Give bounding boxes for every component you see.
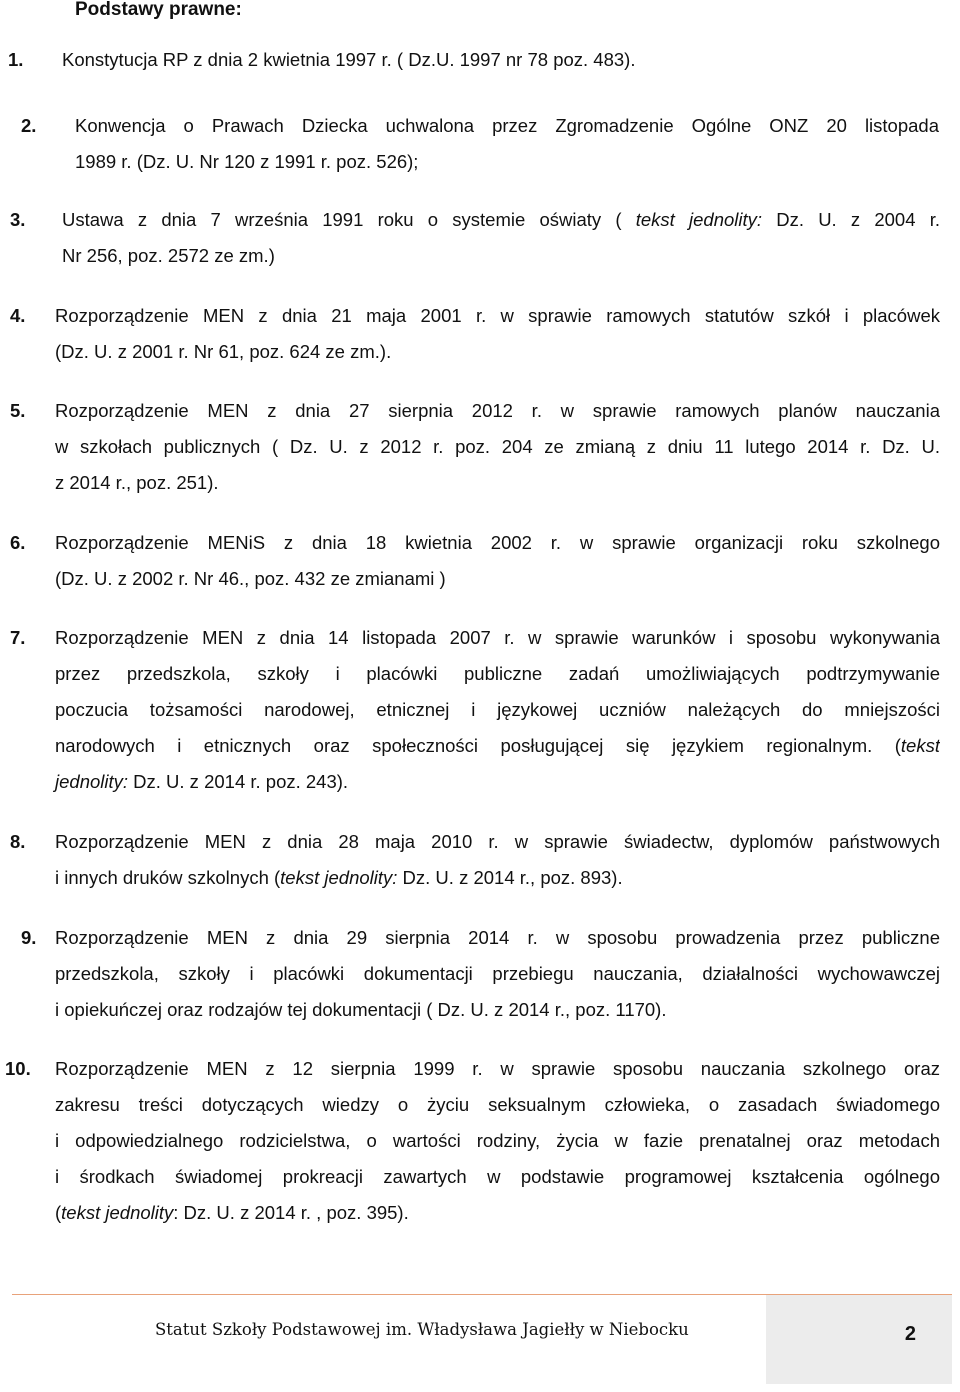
item-line: jednolity: Dz. U. z 2014 r. poz. 243). (55, 771, 349, 792)
item-text (55, 298, 940, 370)
item-line: narodowych i etnicznych oraz społeczności posługującej się językiem regionalnym. (tekst (55, 735, 940, 756)
item-text (55, 1051, 940, 1231)
item-number: 1. (8, 49, 24, 70)
item-text (55, 393, 940, 501)
item-number: 5. (10, 400, 26, 421)
footer-divider (766, 1294, 952, 1295)
item-line: poczucia tożsamości narodowej, etnicznej i językowej uczniów należących do mniejszości (55, 699, 940, 720)
item-text (55, 620, 940, 800)
item-number: 9. (21, 927, 37, 948)
item-line: Rozporządzenie MENiS z dnia 18 kwietnia 2002 r. w sprawie organizacji roku szkolnego (55, 532, 940, 553)
item-text (62, 202, 940, 274)
page-heading: Podstawy prawne: (75, 0, 242, 20)
item-text (55, 920, 940, 1028)
item-number: 10. (5, 1058, 31, 1079)
item-number: 3. (10, 209, 26, 230)
item-line: i środkach świadomej prokreacji zawartych w podstawie programowej kształcenia ogólnego (55, 1166, 940, 1187)
item-line: i innych druków szkolnych (tekst jednolity: Dz. U. z 2014 r., poz. 893). (55, 867, 623, 888)
item-line: i odpowiedzialnego rodzicielstwa, o wartości rodziny, życia w fazie prenatalnej oraz metodach (55, 1130, 940, 1151)
item-number: 6. (10, 532, 26, 553)
item-line: Konstytucja RP z dnia 2 kwietnia 1997 r. ( Dz.U. 1997 nr 78 poz. 483). (62, 49, 636, 70)
item-number: 8. (10, 831, 26, 852)
item-text (55, 525, 940, 597)
item-line: Rozporządzenie MEN z dnia 29 sierpnia 2014 r. w sposobu prowadzenia przez publiczne (55, 927, 940, 948)
item-line: i opiekuńczej oraz rodzajów tej dokumentacji ( Dz. U. z 2014 r., poz. 1170). (55, 999, 667, 1020)
item-line: Rozporządzenie MEN z 12 sierpnia 1999 r. w sprawie sposobu nauczania szkolnego oraz (55, 1058, 940, 1079)
item-line: przez przedszkola, szkoły i placówki publiczne zadań umożliwiających podtrzymywanie (55, 663, 940, 684)
item-text (62, 42, 782, 78)
item-number: 7. (10, 627, 26, 648)
item-number: 2. (21, 115, 37, 136)
item-line: Rozporządzenie MEN z dnia 21 maja 2001 r. w sprawie ramowych statutów szkół i placówek (55, 305, 940, 326)
item-line: Nr 256, poz. 2572 ze zm.) (62, 245, 275, 266)
footer-school-name: Statut Szkoły Podstawowej im. Władysława Jagiełły w Niebocku (155, 1320, 689, 1339)
item-line: zakresu treści dotyczących wiedzy o życiu seksualnym człowieka, o zasadach świadomego (55, 1094, 940, 1115)
item-line: Rozporządzenie MEN z dnia 27 sierpnia 2012 r. w sprawie ramowych planów nauczania (55, 400, 940, 421)
item-line: przedszkola, szkoły i placówki dokumentacji przebiegu nauczania, działalności wychowawczej (55, 963, 940, 984)
item-line: 1989 r. (Dz. U. Nr 120 z 1991 r. poz. 526); (75, 151, 419, 172)
item-line: (Dz. U. z 2002 r. Nr 46., poz. 432 ze zmianami ) (55, 568, 446, 589)
item-line: Konwencja o Prawach Dziecka uchwalona przez Zgromadzenie Ogólne ONZ 20 listopada (75, 115, 939, 136)
item-text (75, 108, 939, 180)
item-line: z 2014 r., poz. 251). (55, 472, 219, 493)
item-line: (tekst jednolity: Dz. U. z 2014 r. , poz. 395). (55, 1202, 409, 1223)
item-line: Rozporządzenie MEN z dnia 28 maja 2010 r. w sprawie świadectw, dyplomów państwowych (55, 831, 940, 852)
item-line: Rozporządzenie MEN z dnia 14 listopada 2007 r. w sprawie warunków i sposobu wykonywania (55, 627, 940, 648)
item-text (55, 824, 940, 896)
item-line: (Dz. U. z 2001 r. Nr 61, poz. 624 ze zm.). (55, 341, 392, 362)
item-line: w szkołach publicznych ( Dz. U. z 2012 r. poz. 204 ze zmianą z dniu 11 lutego 2014 r. Dz. U. (55, 436, 940, 457)
item-number: 4. (10, 305, 26, 326)
page-number: 2 (904, 1323, 916, 1345)
item-line: Ustawa z dnia 7 września 1991 roku o systemie oświaty ( tekst jednolity: Dz. U. z 2004 r. (62, 209, 940, 230)
footer-divider (12, 1294, 766, 1295)
